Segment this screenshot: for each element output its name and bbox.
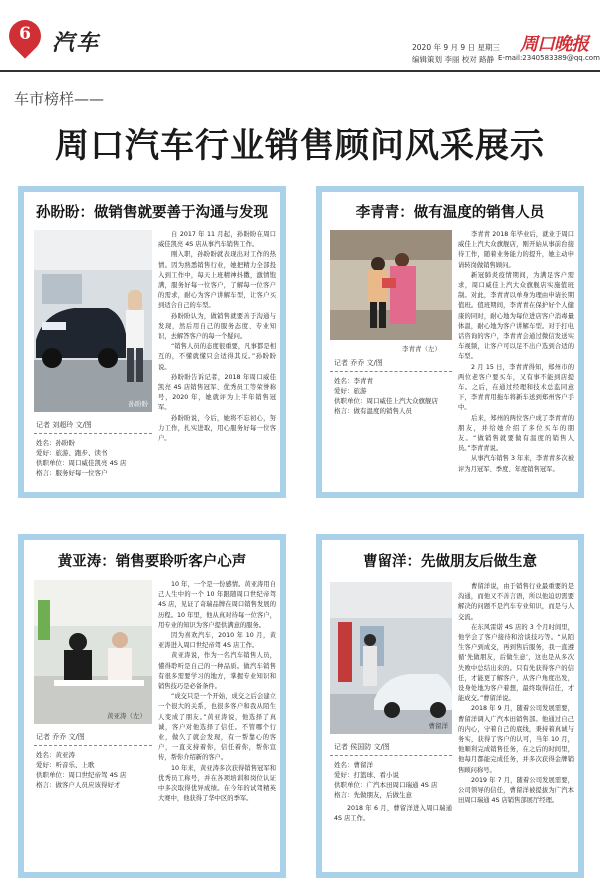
profile-name: 姓名：黄亚涛 <box>36 751 75 759</box>
paragraph: 曹留洋说，由于销售行业最重要的是沟通，而他又不善言语，所以他迫切需要解决的问题不是汽车专业知识，而是与人交流。 <box>458 583 574 621</box>
paragraph: 10 年，一个是一份感情。黄亚涛用自己人生中的一个 10 年跟随周口世纪帝驾 4S 店，见证了奇瑞品牌在周口销售发展的历程。10 年里，他从真对待每一位客户，用专业的知识为客户提供满意的服务。 <box>158 581 276 629</box>
car-showroom-illustration <box>330 582 452 734</box>
profile-hobby: 爱好：旅游 <box>334 387 367 395</box>
paragraph: 孙盼盼认为，做销售就要善于沟通与发现，然后用自己的服务态度、专业知识，去解答客户的每一个疑问。 <box>158 312 276 341</box>
profile-hobby: 爱好：听音乐、上歌 <box>36 761 95 769</box>
article-credit: 记者 乔乔 文/图 <box>334 359 383 367</box>
paragraph: 10 年来，黄亚涛多次获得销售冠军和优秀员工称号，并在各项培训和岗位认证中多次取得优异成绩。在今年的试驾精英大赛中，他获得了华中区的季军。 <box>158 764 276 803</box>
delivery-scene-illustration <box>330 230 452 340</box>
paragraph: 在东风雷诺 4S 店的 3 个月时间里，他学会了客户接待和洽谈技巧等。“从陌生客户到成交，再到售后服务，我一直遵循‘先做朋友，后做生意’，这也是从多次失败中总结出来的。只有先获得客户的信任，才能更了解客户，从客户角度出发，设身处地为客户着想，最终取得信任，才能成交。”曹留洋说。 <box>458 623 574 703</box>
profile-block <box>36 438 154 478</box>
page-headline: 周口汽车行业销售顾问风采展示 <box>55 126 545 166</box>
article-body <box>158 230 276 485</box>
article-credit: 记者 侯国防 文/图 <box>334 743 390 751</box>
profile-hobby: 爱好：旅游、跑步、读书 <box>36 449 108 457</box>
paragraph: “销售人员的态度很重要，凡事都是相互的，不懂就懂只会适得其反。”孙盼盼说。 <box>158 343 276 371</box>
consultation-photo <box>34 580 152 724</box>
profile-motto: 格言：做有温度的销售人员 <box>334 407 412 415</box>
article-card <box>316 186 584 498</box>
article-body <box>158 580 276 866</box>
article-body <box>458 582 574 866</box>
divider <box>34 745 152 746</box>
profile-employer: 供职单位：周口威佳上汽大众旗舰店 <box>334 397 438 405</box>
header-divider <box>0 70 600 72</box>
article-title: 孙盼盼：做销售就要善于沟通与发现 <box>36 204 268 221</box>
paragraph: 李青青 2018 年毕业后，就业于周口威佳上汽大众旗舰店，刚开始从事前台接待工作，随着业务能力的提升，她主动申请转岗做销售顾问。 <box>458 231 574 269</box>
paragraph: 2019 年 7 月，随着公司发展需要，公司领导的信任，曹留洋被提拔为广汽本田周口瑞通 4S 店销售部展厅经理。 <box>458 776 574 805</box>
paragraph: 黄亚涛说，作为一名汽车销售人员，懂得聆听是自己的一种品质。做汽车销售有很多需要学习的地方，掌握专业知识和销售技巧是必备条件。 <box>158 652 276 691</box>
paragraph: 2 月 15 日，李青青得知，郑州市的两位老客户要买车，又有事不能到店提车。之后，在通过经理和技术总监同意下，李青青用拖车将新车送到郑州客户手中。 <box>458 363 574 412</box>
car-showroom-illustration <box>34 230 152 412</box>
photo-caption: 孙盼盼 <box>128 400 148 408</box>
page-number: 6 <box>19 24 31 44</box>
profile-motto: 格言：服务好每一位客户 <box>36 469 108 477</box>
profile-name: 姓名：孙盼盼 <box>36 439 75 447</box>
paragraph: 刚入职，孙盼盼就表现出对工作的热情。因为熟悉销售行业，她把精力全部投入到工作中，每天上班精神抖擞，激情饱满，服务好每一位客户，了解每一位客户的需求，耐心为客户讲解车型，让客户买到适合自己的车型。 <box>158 251 276 310</box>
profile-motto: 格言：做客户人员应该得好才 <box>36 781 121 789</box>
photo-caption: 李青青（左） <box>402 345 441 353</box>
article-title: 黄亚涛：销售要聆听客户心声 <box>57 553 247 570</box>
paragraph: 新冠肺炎疫情期间，为满足客户需求，周口威佳上汽大众旗舰店实施值班制。对此，李青青以单身为理由申请长期值班。值班期间，李青青在保护好个人健康的同时，耐心地为每位进店客户消毒量体温，耐心地为客户讲解车型。对于打电话咨询的客户，李青青会通过微信发送实车视频，让客户可以足不出户选到合适的车型。 <box>458 271 574 361</box>
article-credit: 记者 乔乔 文/图 <box>36 733 85 741</box>
paragraph: “成交只是一个开始，成交之后会建立一个很大的关系，也很多客户和我从陌生人变成了朋友。”黄亚涛说，他选择了真诚，客户对他选择了信任。不管哪个行业，做久了就会发现，有一帮靠心的客户，一直支持着你，信任着你，帮你宣传，帮你介绍新的客户。 <box>158 693 276 762</box>
article-title: 曹留洋：先做朋友后做生意 <box>363 553 537 570</box>
paragraph: 因为喜欢汽车，2010 年 10 月，黄亚涛进入周口世纪帝驾 4S 店工作。 <box>158 632 276 650</box>
article-card <box>18 534 286 878</box>
article-body <box>458 230 574 485</box>
profile-block <box>334 760 454 800</box>
profile-block <box>334 376 454 416</box>
column-label: 车市榜样—— <box>14 90 105 108</box>
photo-caption: 黄亚涛（左） <box>107 712 146 720</box>
article-card <box>316 534 584 878</box>
editor-credits: 编辑策划 李丽 校对 路静 <box>412 55 495 64</box>
contact-email: E-mail:2340583389@qq.com <box>498 54 600 62</box>
paragraph: 从事汽车销售 3 年来，李青青多次被评为月冠军、季度、年度销售冠军。 <box>458 455 574 473</box>
divider <box>34 433 152 434</box>
newspaper-logo: 周口晚报 <box>520 34 588 55</box>
paragraph: 孙盼盼告诉记者，2018 年周口威佳凯亮 4S 店销售冠军、优秀员工等荣誉称号，2020 年，她就评为上半年销售冠军。 <box>158 373 276 412</box>
paragraph: 自 2017 年 11 月起，孙盼盼在周口威佳凯亮 4S 店从事汽车销售工作。 <box>158 231 276 249</box>
issue-date: 2020 年 9 月 9 日 星期三 <box>412 43 500 52</box>
paragraph: 2018 年 6 月，曹留洋进入周口瑞通4S 店工作。 <box>334 805 452 823</box>
section-name: 汽车 <box>52 30 101 56</box>
page-number-badge <box>8 18 42 64</box>
showroom-photo <box>34 230 152 412</box>
profile-name: 姓名：李青青 <box>334 377 373 385</box>
article-card <box>18 186 286 498</box>
profile-employer: 供职单位：周口威佳凯亮 4S 店 <box>36 459 127 467</box>
profile-employer: 供职单位：周口世纪帝驾 4S 店 <box>36 771 127 779</box>
divider <box>330 755 452 756</box>
photo-caption: 曹留洋 <box>428 722 448 730</box>
paragraph: 2018 年 9 月，随着公司发展需要，曹留洋调入广汽本田销售部。他通过自己的内心，守着自己的底线，秉持着真诚与务实，获得了客户的认可，当年 10 月，他顺利完成销售任务，在之后的时间里，他每月都能完成任务，并多次获得金牌销售顾问称号。 <box>458 705 574 774</box>
profile-hobby: 爱好：打篮球、看小说 <box>334 771 399 779</box>
showroom-photo <box>330 582 452 734</box>
outdoor-photo <box>330 230 452 340</box>
profile-employer: 供职单位：广汽本田周口瑞通 4S 店 <box>334 781 438 789</box>
profile-name: 姓名：曹留洋 <box>334 761 373 769</box>
profile-motto: 格言：先做朋友，后做生意 <box>334 791 412 799</box>
paragraph: 后来，郑州的两位客户成了李青青的朋友，并给她介绍了多位买车的朋友。“做销售就要做有温度的销售人员。”李青青说。 <box>458 414 574 453</box>
article-credit: 记者 刘超玲 文/图 <box>36 421 92 429</box>
article-title: 李青青：做有温度的销售人员 <box>355 204 545 221</box>
office-scene-illustration <box>34 580 152 724</box>
divider <box>330 371 452 372</box>
article-body <box>334 804 452 866</box>
paragraph: 孙盼盼说，今后，她将不忘初心，努力工作，扎实进取，用心服务好每一位客户。 <box>158 414 276 443</box>
profile-block <box>36 750 154 790</box>
